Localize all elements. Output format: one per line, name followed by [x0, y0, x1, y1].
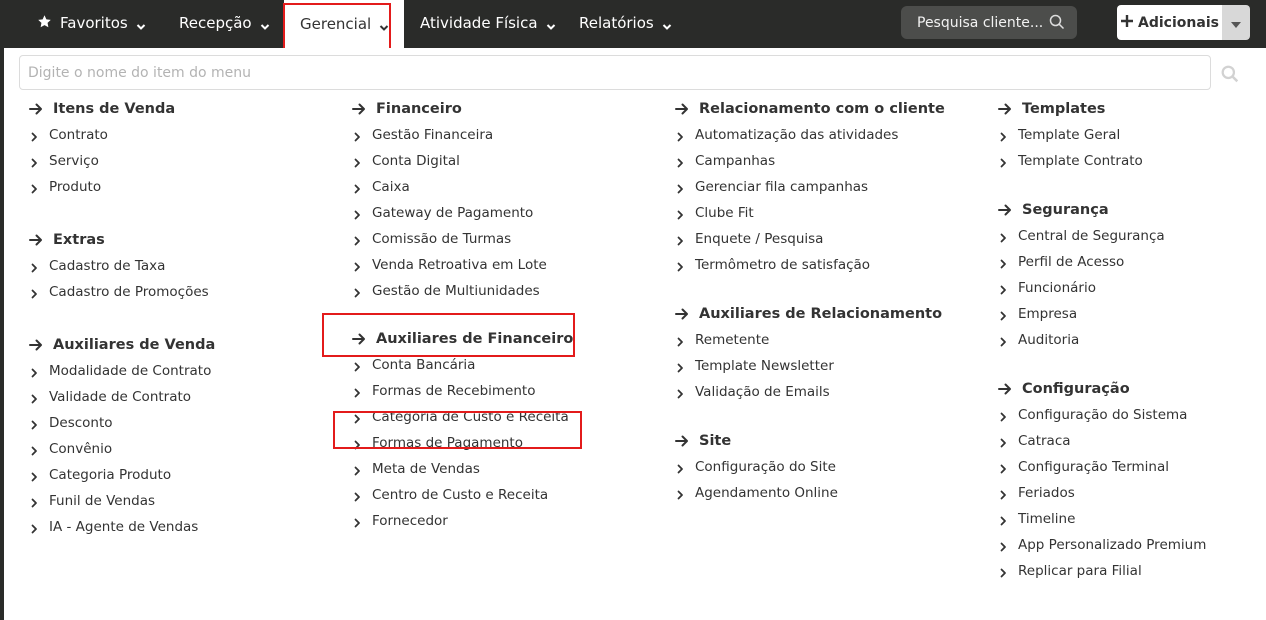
section-heading — [28, 227, 215, 253]
menu-item-label: Funcionário — [1018, 280, 1096, 296]
menu-item[interactable] — [674, 379, 945, 405]
chevron-right-icon — [1000, 436, 1007, 446]
chevron-right-icon — [677, 488, 684, 498]
menu-item[interactable] — [351, 148, 573, 174]
menu-item-label: Enquete / Pesquisa — [695, 231, 824, 247]
menu-item-label: Auditoria — [1018, 332, 1080, 348]
section-auxiliares-de-relacionamento — [674, 301, 945, 405]
menu-item[interactable] — [997, 223, 1206, 249]
chevron-right-icon — [354, 208, 361, 218]
menu-item[interactable] — [351, 430, 573, 456]
menu-column-4 — [997, 96, 1206, 584]
chevron-right-icon — [31, 392, 38, 402]
chevron-right-icon — [31, 522, 38, 532]
nav-favoritos-label: Favoritos — [60, 14, 128, 32]
section-auxiliares-de-financeiro — [351, 326, 573, 534]
menu-item-label: Contrato — [49, 127, 108, 143]
arrow-right-icon — [29, 234, 43, 246]
section-title: Auxiliares de Financeiro — [376, 331, 574, 347]
menu-item[interactable] — [674, 174, 945, 200]
menu-item[interactable] — [997, 532, 1206, 558]
chevron-right-icon — [677, 462, 684, 472]
chevron-right-icon — [677, 156, 684, 166]
menu-item[interactable] — [351, 352, 573, 378]
section-heading — [674, 301, 945, 327]
menu-item-label: Agendamento Online — [695, 485, 838, 501]
menu-item[interactable] — [674, 148, 945, 174]
chevron-right-icon — [354, 260, 361, 270]
chevron-right-icon — [354, 412, 361, 422]
arrow-right-icon — [998, 103, 1012, 115]
section-site — [674, 428, 945, 506]
chevron-down-icon — [136, 18, 146, 28]
menu-item[interactable] — [997, 301, 1206, 327]
menu-item-label: Central de Segurança — [1018, 228, 1165, 244]
section-title: Templates — [1022, 101, 1106, 117]
menu-item[interactable] — [28, 279, 215, 305]
chevron-down-icon — [379, 19, 389, 29]
chevron-right-icon — [31, 366, 38, 376]
menu-item-label: Categoria de Custo e Receita — [372, 409, 569, 425]
chevron-right-icon — [31, 130, 38, 140]
menu-item[interactable] — [28, 462, 215, 488]
menu-item-label: Configuração Terminal — [1018, 459, 1169, 475]
section-title: Segurança — [1022, 202, 1109, 218]
menu-item-label: Template Newsletter — [695, 358, 834, 374]
menu-item-label: Remetente — [695, 332, 770, 348]
menu-item[interactable] — [674, 327, 945, 353]
search-icon[interactable] — [1221, 65, 1239, 87]
menu-search-input[interactable] — [19, 55, 1211, 90]
menu-item[interactable] — [674, 252, 945, 278]
menu-item[interactable] — [674, 454, 945, 480]
menu-item-label: Campanhas — [695, 153, 776, 169]
menu-item[interactable] — [28, 488, 215, 514]
nav-favoritos[interactable] — [37, 0, 146, 46]
menu-item[interactable] — [997, 428, 1206, 454]
section-heading — [28, 332, 215, 358]
menu-item[interactable] — [997, 327, 1206, 353]
menu-item[interactable] — [997, 454, 1206, 480]
section-auxiliares-de-venda — [28, 332, 215, 540]
section-heading — [28, 96, 215, 122]
menu-item-label: IA - Agente de Vendas — [49, 519, 199, 535]
section-heading — [674, 96, 945, 122]
menu-item[interactable] — [351, 226, 573, 252]
star-icon — [37, 14, 52, 33]
menu-item-label: Termômetro de satisfação — [695, 257, 871, 273]
menu-item-label: Conta Bancária — [372, 357, 476, 373]
nav-atividade-label: Atividade Física — [420, 14, 538, 32]
menu-item-label: Convênio — [49, 441, 113, 457]
chevron-right-icon — [31, 261, 38, 271]
menu-item[interactable] — [997, 122, 1206, 148]
menu-item-label: Categoria Produto — [49, 467, 172, 483]
menu-item-label: Validade de Contrato — [49, 389, 192, 405]
client-search-input[interactable] — [901, 6, 1077, 39]
menu-item-label: Perfil de Acesso — [1018, 254, 1125, 270]
menu-item-label: Cadastro de Taxa — [49, 258, 166, 274]
menu-item-label: Configuração do Site — [695, 459, 836, 475]
menu-item[interactable] — [674, 480, 945, 506]
chevron-right-icon — [354, 490, 361, 500]
chevron-right-icon — [31, 418, 38, 428]
menu-item[interactable] — [351, 252, 573, 278]
menu-item-label: App Personalizado Premium — [1018, 537, 1207, 553]
arrow-right-icon — [998, 383, 1012, 395]
menu-item-label: Automatização das atividades — [695, 127, 899, 143]
arrow-right-icon — [29, 339, 43, 351]
chevron-right-icon — [354, 360, 361, 370]
menu-item-label: Template Geral — [1018, 127, 1121, 143]
menu-item[interactable] — [997, 249, 1206, 275]
chevron-right-icon — [31, 156, 38, 166]
menu-item[interactable] — [997, 506, 1206, 532]
chevron-right-icon — [677, 361, 684, 371]
menu-item-categoria-custo-receita[interactable] — [351, 404, 573, 430]
plus-icon — [1121, 15, 1133, 31]
nav-relatorios-label: Relatórios — [579, 14, 654, 32]
section-title: Relacionamento com o cliente — [699, 101, 945, 117]
section-heading — [997, 197, 1206, 223]
section-heading — [351, 326, 573, 352]
nav-recepcao-label: Recepção — [179, 14, 252, 32]
chevron-right-icon — [1000, 335, 1007, 345]
menu-item-label: Template Contrato — [1018, 153, 1143, 169]
chevron-down-icon — [260, 18, 270, 28]
menu-item[interactable] — [28, 122, 215, 148]
chevron-right-icon — [1000, 514, 1007, 524]
chevron-right-icon — [1000, 283, 1007, 293]
menu-item[interactable] — [351, 482, 573, 508]
menu-item[interactable] — [351, 174, 573, 200]
menu-item-label: Funil de Vendas — [49, 493, 156, 509]
caret-down-icon — [1231, 13, 1241, 32]
menu-item-label: Formas de Pagamento — [372, 435, 523, 451]
chevron-right-icon — [354, 464, 361, 474]
menu-item-label: Caixa — [372, 179, 410, 195]
menu-item[interactable] — [997, 148, 1206, 174]
menu-item[interactable] — [28, 174, 215, 200]
arrow-right-icon — [352, 333, 366, 345]
menu-column-3 — [674, 96, 945, 506]
chevron-right-icon — [31, 287, 38, 297]
arrow-right-icon — [675, 308, 689, 320]
chevron-right-icon — [1000, 566, 1007, 576]
section-relacionamento — [674, 96, 945, 278]
section-title: Site — [699, 433, 732, 449]
menu-item[interactable] — [28, 384, 215, 410]
menu-item-label: Serviço — [49, 153, 99, 169]
chevron-right-icon — [354, 286, 361, 296]
chevron-right-icon — [354, 438, 361, 448]
section-heading — [997, 376, 1206, 402]
menu-item[interactable] — [351, 508, 573, 534]
menu-item[interactable] — [28, 514, 215, 540]
menu-item[interactable] — [351, 122, 573, 148]
chevron-right-icon — [677, 234, 684, 244]
client-search-label: Pesquisa cliente... — [917, 14, 1044, 31]
section-itens-de-venda — [28, 96, 215, 200]
menu-item[interactable] — [674, 226, 945, 252]
section-heading — [997, 96, 1206, 122]
menu-item[interactable] — [351, 378, 573, 404]
chevron-right-icon — [1000, 540, 1007, 550]
menu-item-label: Formas de Recebimento — [372, 383, 536, 399]
section-heading — [351, 96, 573, 122]
menu-item-label: Configuração do Sistema — [1018, 407, 1188, 423]
chevron-right-icon — [1000, 257, 1007, 267]
top-navbar — [0, 0, 1266, 48]
chevron-right-icon — [677, 387, 684, 397]
arrow-right-icon — [29, 103, 43, 115]
menu-item-label: Gateway de Pagamento — [372, 205, 534, 221]
chevron-down-icon — [662, 18, 672, 28]
chevron-right-icon — [1000, 156, 1007, 166]
menu-item-label: Meta de Vendas — [372, 461, 480, 477]
section-financeiro — [351, 96, 573, 304]
menu-item-label: Validação de Emails — [695, 384, 830, 400]
menu-item-label: Venda Retroativa em Lote — [372, 257, 547, 273]
chevron-right-icon — [31, 444, 38, 454]
menu-item-label: Comissão de Turmas — [372, 231, 512, 247]
chevron-right-icon — [677, 182, 684, 192]
chevron-right-icon — [31, 182, 38, 192]
chevron-right-icon — [31, 496, 38, 506]
section-title: Financeiro — [376, 101, 462, 117]
menu-item[interactable] — [28, 436, 215, 462]
menu-item-label: Empresa — [1018, 306, 1078, 322]
menu-item-label: Clube Fit — [695, 205, 754, 221]
chevron-right-icon — [354, 386, 361, 396]
menu-item-label: Cadastro de Promoções — [49, 284, 209, 300]
chevron-right-icon — [1000, 309, 1007, 319]
section-title: Auxiliares de Venda — [53, 337, 216, 353]
menu-item[interactable] — [28, 358, 215, 384]
section-seguranca — [997, 197, 1206, 353]
section-title: Itens de Venda — [53, 101, 176, 117]
section-title: Configuração — [1022, 381, 1130, 397]
menu-column-1 — [28, 96, 215, 540]
menu-item-label: Centro de Custo e Receita — [372, 487, 549, 503]
menu-item-label: Produto — [49, 179, 102, 195]
section-title: Auxiliares de Relacionamento — [699, 306, 943, 322]
menu-item[interactable] — [351, 456, 573, 482]
menu-item-label: Timeline — [1018, 511, 1076, 527]
chevron-right-icon — [677, 130, 684, 140]
adicionais-dropdown-button[interactable] — [1222, 5, 1250, 40]
chevron-right-icon — [1000, 231, 1007, 241]
chevron-right-icon — [1000, 410, 1007, 420]
chevron-right-icon — [677, 208, 684, 218]
menu-item-label: Feriados — [1018, 485, 1075, 501]
gerencial-menu-panel — [4, 48, 1266, 620]
chevron-right-icon — [1000, 488, 1007, 498]
chevron-right-icon — [677, 335, 684, 345]
chevron-right-icon — [354, 130, 361, 140]
menu-item-label: Modalidade de Contrato — [49, 363, 212, 379]
section-extras — [28, 227, 215, 305]
menu-item[interactable] — [997, 480, 1206, 506]
chevron-right-icon — [677, 260, 684, 270]
arrow-right-icon — [675, 435, 689, 447]
section-configuracao — [997, 376, 1206, 584]
search-icon[interactable] — [1049, 14, 1065, 34]
arrow-right-icon — [352, 103, 366, 115]
section-heading — [674, 428, 945, 454]
menu-item[interactable] — [351, 278, 573, 304]
menu-item-label: Catraca — [1018, 433, 1071, 449]
chevron-right-icon — [354, 156, 361, 166]
menu-item-label: Gestão de Multiunidades — [372, 283, 540, 299]
menu-item[interactable] — [28, 410, 215, 436]
menu-item[interactable] — [28, 148, 215, 174]
nav-relatorios[interactable] — [579, 0, 672, 46]
chevron-right-icon — [1000, 462, 1007, 472]
nav-gerencial-label: Gerencial — [300, 15, 372, 33]
section-title: Extras — [53, 232, 105, 248]
chevron-right-icon — [354, 516, 361, 526]
chevron-down-icon — [546, 18, 556, 28]
menu-item-label: Replicar para Filial — [1018, 563, 1142, 579]
menu-column-2 — [351, 96, 573, 534]
nav-recepcao[interactable] — [179, 0, 270, 46]
menu-item[interactable] — [674, 122, 945, 148]
section-templates — [997, 96, 1206, 174]
menu-item-label: Fornecedor — [372, 513, 448, 529]
adicionais-label: Adicionais — [1138, 14, 1219, 31]
menu-item-label: Desconto — [49, 415, 113, 431]
menu-item[interactable] — [28, 253, 215, 279]
menu-item[interactable] — [997, 558, 1206, 584]
menu-item[interactable] — [674, 353, 945, 379]
menu-item[interactable] — [997, 402, 1206, 428]
arrow-right-icon — [998, 204, 1012, 216]
chevron-right-icon — [354, 234, 361, 244]
menu-item-label: Gerenciar fila campanhas — [695, 179, 869, 195]
menu-item[interactable] — [674, 200, 945, 226]
chevron-right-icon — [354, 182, 361, 192]
menu-item[interactable] — [997, 275, 1206, 301]
menu-item-label: Gestão Financeira — [372, 127, 494, 143]
chevron-right-icon — [31, 470, 38, 480]
menu-item[interactable] — [351, 200, 573, 226]
adicionais-button[interactable] — [1117, 5, 1223, 40]
menu-item-label: Conta Digital — [372, 153, 460, 169]
arrow-right-icon — [675, 103, 689, 115]
chevron-right-icon — [1000, 130, 1007, 140]
nav-gerencial[interactable] — [284, 0, 404, 48]
nav-atividade-fisica[interactable] — [420, 0, 556, 46]
